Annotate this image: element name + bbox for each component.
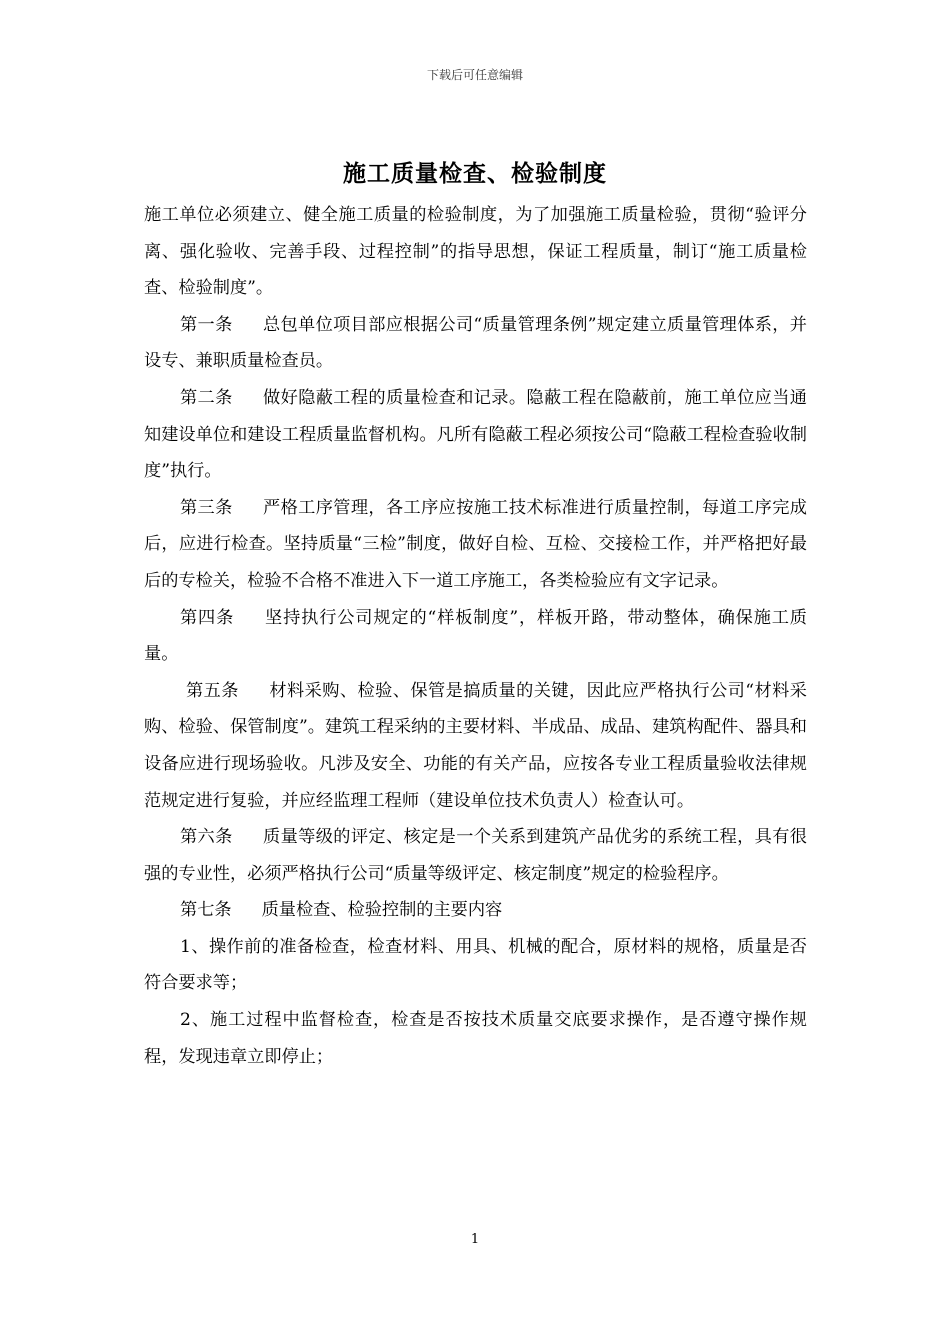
article-3	[144, 490, 807, 600]
article-text: 做好隐蔽工程的质量检查和记录。隐蔽工程在隐蔽前，施工单位应当通知建设单位和建设工程质量监督机构。凡所有隐蔽工程必须按公司“隐蔽工程检查验收制度”执行。	[144, 387, 807, 482]
article-text: 材料采购、检验、保管是搞质量的关键，因此应严格执行公司“材料采购、检验、保管制度”。建筑工程采纳的主要材料、半成品、成品、建筑构配件、器具和设备应进行现场验收。凡涉及安全、功能的有关产品，应按各专业工程质量验收法律规范规定进行复验，并应经监理工程师（建设单位技术负责人）检查认可。	[144, 680, 807, 811]
article-label: 第七条	[180, 900, 232, 921]
list-item-1: 1、操作前的准备检查，检查材料、用具、机械的配合，原材料的规格，质量是否符合要求等；	[144, 936, 807, 994]
list-item-2: 2、施工过程中监督检查，检查是否按技术质量交底要求操作，是否遵守操作规程，发现违章立即停止；	[144, 1010, 807, 1067]
article-text: 坚持执行公司规定的“样板制度”，样板开路，带动整体，确保施工质量。	[144, 607, 807, 665]
article-label: 第一条	[180, 314, 233, 335]
article-text: 总包单位项目部应根据公司“质量管理条例”规定建立质量管理体系，并设专、兼职质量检查员。	[144, 314, 807, 372]
article-text: 严格工序管理，各工序应按施工技术标准进行质量控制，每道工序完成后，应进行检查。坚持质量“三检”制度，做好自检、互检、交接检工作，并严格把好最后的专检关，检验不合格不准进入下一道工序施工，各类检验应有文字记录。	[144, 497, 807, 591]
document-title: 施工质量检查、检验制度	[343, 161, 607, 187]
article-text: 质量等级的评定、核定是一个关系到建筑产品优劣的系统工程，具有很强的专业性，必须严格执行公司“质量等级评定、核定制度”规定的检验程序。	[144, 827, 807, 884]
page-number: 1	[470, 1232, 480, 1247]
article-1	[144, 307, 807, 380]
article-7	[144, 892, 807, 929]
article-2	[144, 380, 807, 490]
article-4	[144, 600, 807, 673]
article-5	[144, 673, 807, 819]
article-label: 第四条	[180, 607, 235, 628]
article-label: 第三条	[180, 497, 233, 518]
article-text: 质量检查、检验控制的主要内容	[261, 900, 503, 921]
document-body	[144, 197, 807, 1075]
header-note: 下载后可任意编辑	[426, 68, 523, 82]
article-label: 第五条	[186, 680, 239, 701]
article-6	[144, 819, 807, 892]
intro-paragraph: 施工单位必须建立、健全施工质量的检验制度，为了加强施工质量检验，贯彻“验评分离、强化验收、完善手段、过程控制”的指导思想，保证工程质量，制订“施工质量检查、检验制度”。	[144, 205, 807, 299]
article-label: 第二条	[180, 387, 233, 408]
article-label: 第六条	[180, 827, 233, 848]
